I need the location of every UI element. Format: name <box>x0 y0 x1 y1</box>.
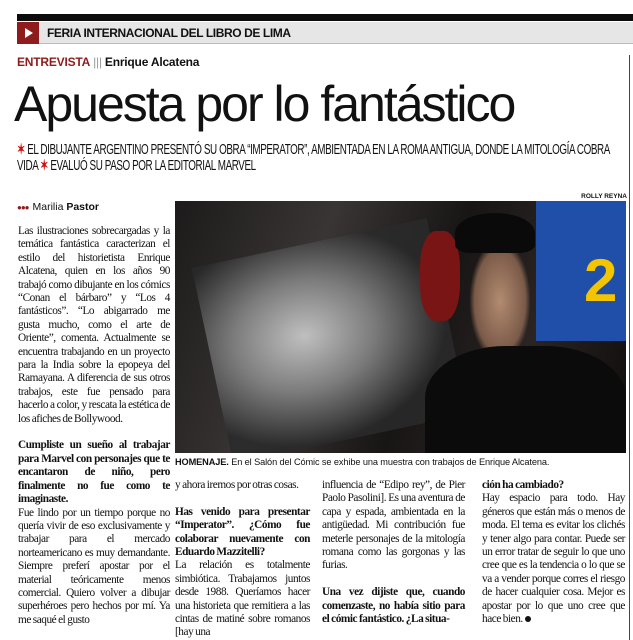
kicker-separator: ||| <box>93 55 102 69</box>
artist-hat <box>455 213 535 253</box>
column-3 <box>322 479 465 626</box>
question: Una vez dijiste que, cuando comenzaste, no había sitio para el cómic fantástico. ¿La situa- <box>322 586 465 626</box>
column-1 <box>18 225 170 627</box>
answer: Fue lindo por un tiempo porque no quería vivir de eso exclusivamente y trabajar para el mercado norteamericano es muy demandante. Siempre preferí apostar por el material teóricamente menos comercial. Quiero volver a dibujar superhéroes pero hechos por mí. Ya me saqué el gusto <box>18 506 170 626</box>
poster-number: 2 <box>584 247 618 314</box>
column-4 <box>482 479 625 626</box>
author-first: Marilia <box>32 201 64 213</box>
deck-part-2: EVALUÓ SU PASO POR LA EDITORIAL MARVEL <box>50 158 256 174</box>
bullet-dots-icon: ●●● <box>17 203 29 212</box>
caption-label: HOMENAJE. <box>175 457 229 467</box>
headline: Apuesta por lo fantástico <box>14 76 515 132</box>
question: Has venido para presentar “Imperator”. ¿Cómo fue colaborar nuevamente con Eduardo Mazzitelli? <box>175 505 310 559</box>
kicker-category: ENTREVISTA <box>17 55 91 69</box>
answer-text: Hay espacio para todo. Hay géneros que están más o menos de moda. El tema es evitar los clichés y tener algo para contar. Puede ser un error tratar de seguir lo que uno cree que es la tendencia o lo que se va a vender porque corres el riesgo de hacer cualquier cosa. Mejor es apostar por lo que uno cree que hace bien. <box>482 492 625 626</box>
question: Cumpliste un sueño al trabajar para Marvel con personajes que te encantaron de niño, pero finalmente no fue como te imaginaste. <box>18 439 170 506</box>
author-last: Pastor <box>66 201 100 213</box>
column-divider <box>629 55 630 640</box>
deck <box>17 142 629 174</box>
photo-credit: ROLLY REYNA <box>581 193 627 200</box>
asterisk-icon: ✶ <box>17 142 25 158</box>
kicker <box>17 55 199 69</box>
artist-face <box>470 241 530 361</box>
photo-caption <box>175 457 549 467</box>
play-arrow-icon <box>17 22 39 44</box>
artist-coat <box>425 346 626 453</box>
photo <box>175 201 626 453</box>
iron-man-figure <box>420 231 460 321</box>
column-2 <box>175 479 310 640</box>
answer: influencia de “Edipo rey”, de Pier Paolo Pasolini]. Es una aventura de capa y espada, ambientada en la antigüedad. Mi contribución fue meterle personajes de la mitología romana como las gorgonas y las furias. <box>322 479 465 572</box>
top-rule <box>17 14 633 21</box>
deck-part-1: EL DIBUJANTE ARGENTINO PRESENTÓ SU OBRA “IMPERATOR”, AMBIENTADA EN LA ROMA ANTIGUA, DONDE LA MITOLOGÍA COBRA VIDA <box>17 142 610 174</box>
question: ción ha cambiado? <box>482 479 564 491</box>
section-header <box>17 22 633 44</box>
answer: y ahora iremos por otras cosas. <box>175 479 299 491</box>
byline <box>17 201 99 213</box>
answer <box>482 492 625 626</box>
kicker-subject: Enrique Alcatena <box>104 55 200 69</box>
poster-background <box>536 201 626 341</box>
caption-text: En el Salón del Cómic se exhibe una muestra con trabajos de Enrique Alcatena. <box>231 457 550 467</box>
answer: La relación es totalmente simbiótica. Trabajamos juntos desde 1988. Queríamos hacer una historieta que remitiera a las cintas de matiné sobre romanos [hay una <box>175 559 310 639</box>
section-label: FERIA INTERNACIONAL DEL LIBRO DE LIMA <box>47 26 291 40</box>
end-mark-icon <box>525 616 531 622</box>
asterisk-icon: ✶ <box>40 158 49 174</box>
paragraph: Las ilustraciones sobrecargadas y la temática fantástica caracterizan el estilo del historietista Enrique Alcatena, quien en los años 90 trabajó como dibujante en los cómics “Conan el bárbaro” y “Los 4 fantásticos”. “Lo abigarrado me gusta mucho, como el arte de Oriente”, comenta. Actualmente se encuentra trabajando en un proyecto para la India sobre la epopeya del Ramayana. A diferencia de sus otros trabajos, este fue pensado para hacerlo a color, y rescata la estética de los afiches de Bollywood. <box>18 225 170 425</box>
